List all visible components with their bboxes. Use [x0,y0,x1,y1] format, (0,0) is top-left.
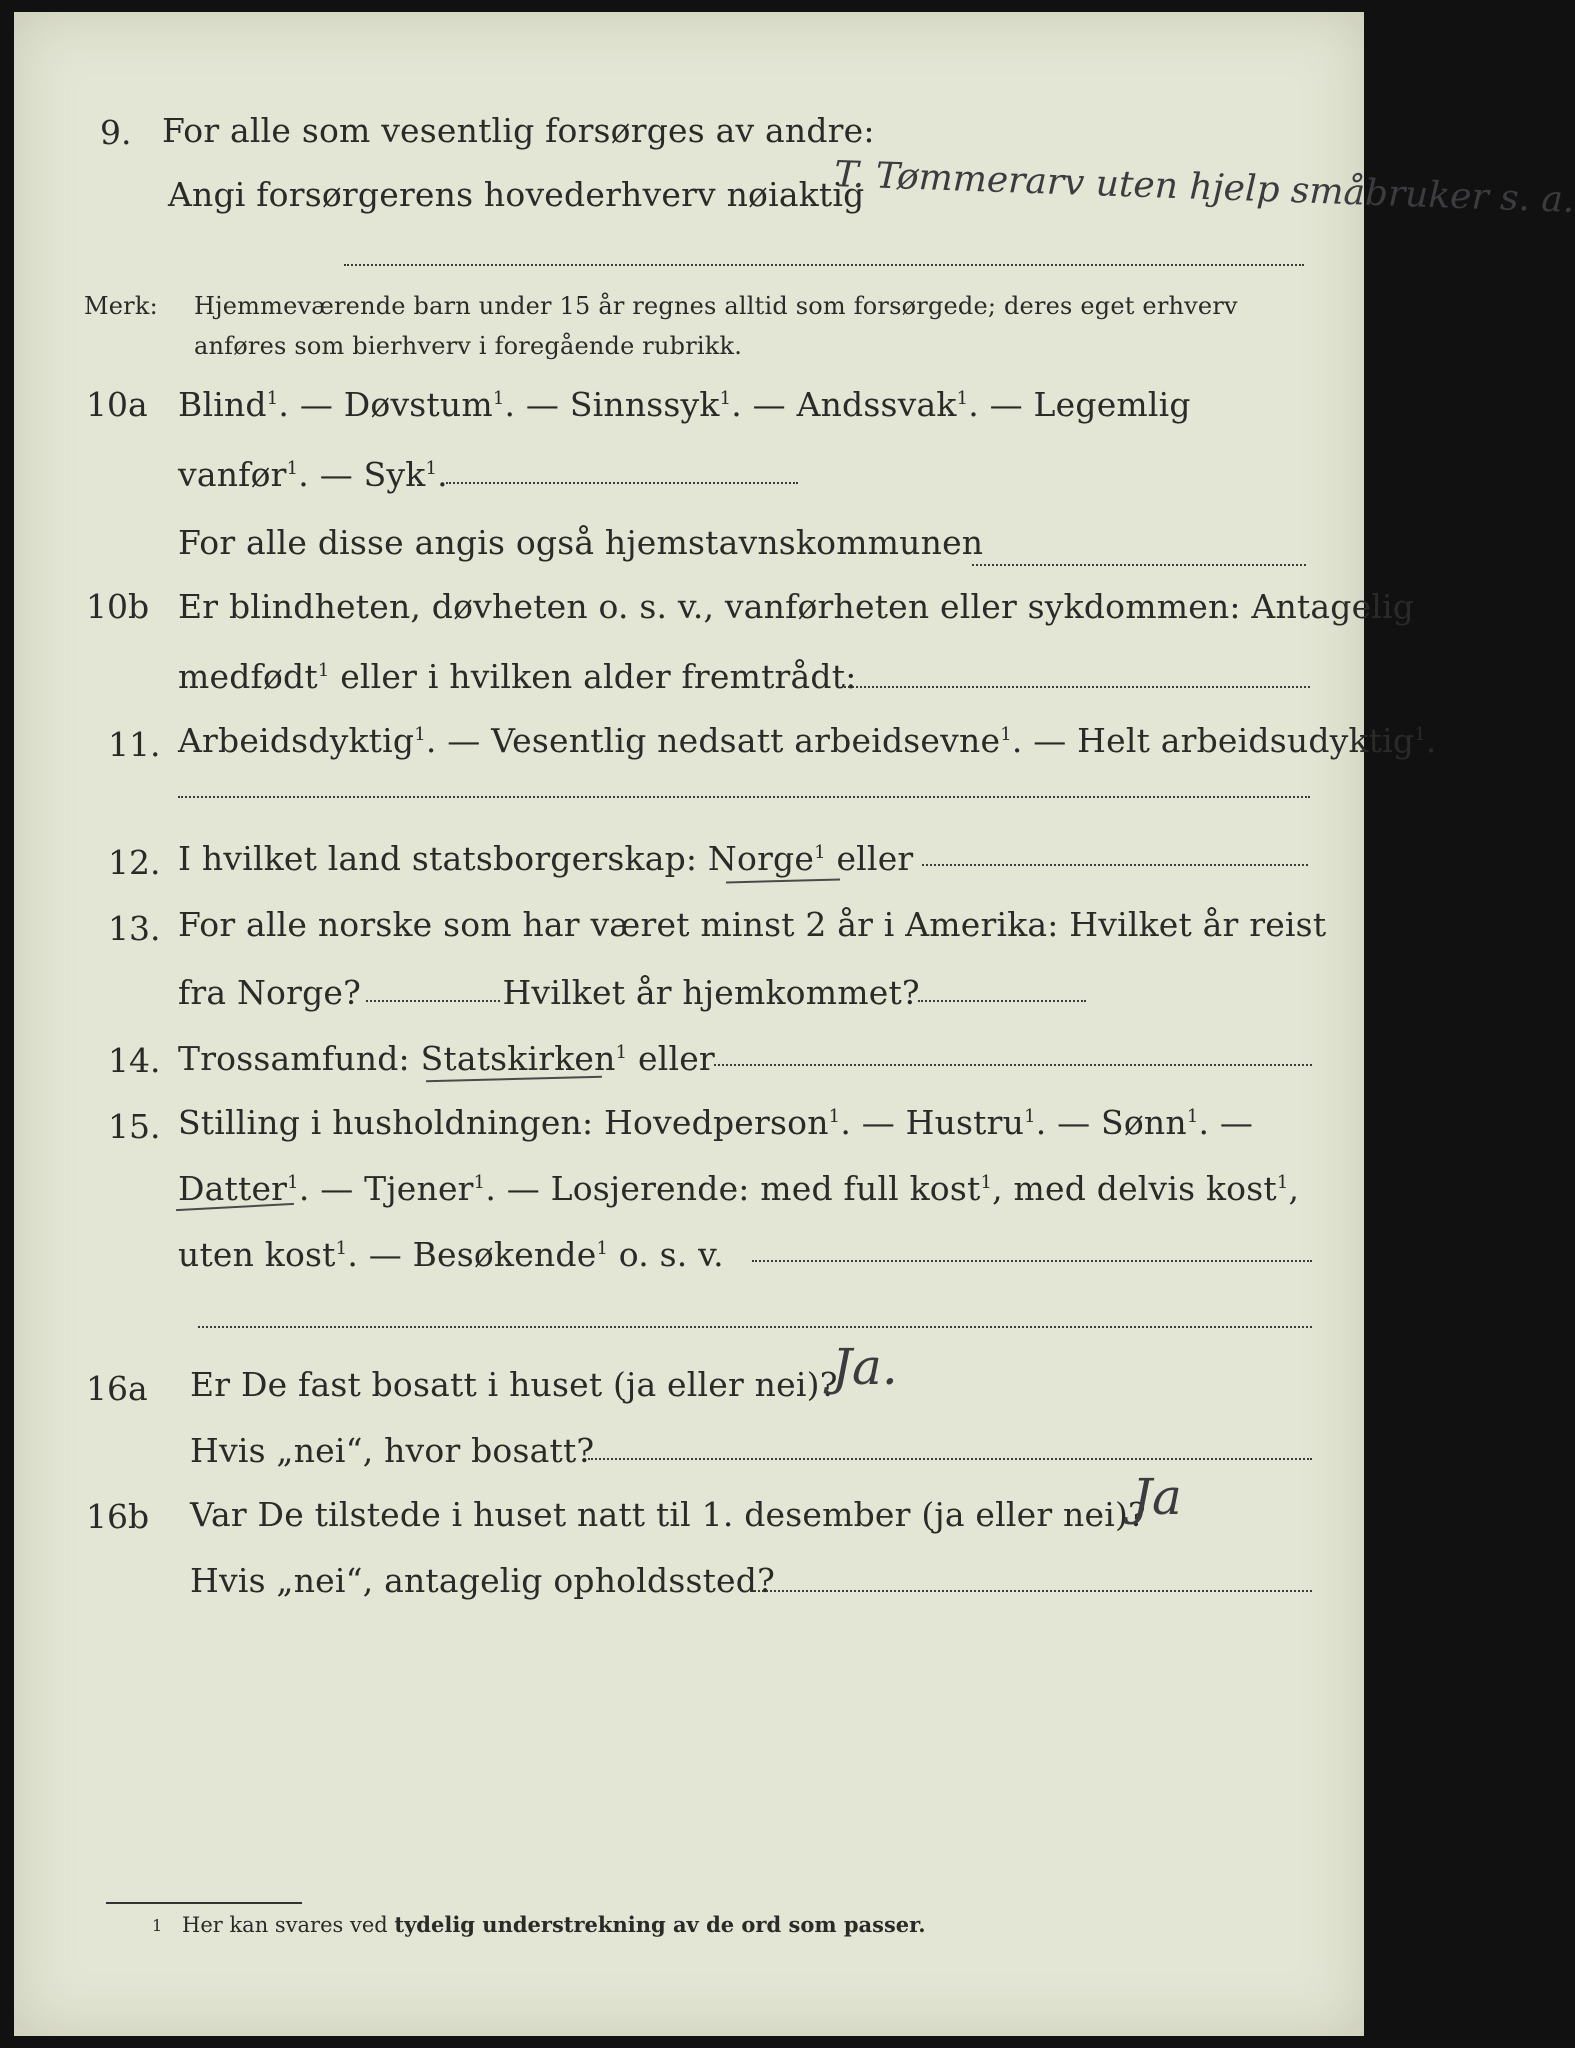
q15-number: 15. [108,1107,161,1146]
q12-answer-line [922,864,1308,866]
q9-handwritten-answer: T. Tømmerarv uten hjelp småbruker s. a. [833,154,1575,221]
dovstum-option: Døvstum [343,385,493,424]
q10a-line2: vanfør$^1$. — Syk$^1$. [178,455,448,494]
q10a-line3: For alle disse angis også hjemstavnskommunen [178,523,984,562]
q16a-number: 16a [86,1369,148,1408]
q10b-number: 10b [86,587,150,626]
q9-line1: For alle som vesentlig forsørges av andre: [162,111,875,150]
q14-answer-line [714,1064,1312,1066]
footnote-rule [106,1902,302,1904]
q11-number: 11. [108,725,161,764]
q15-line1: Stilling i husholdningen: Hovedperson$^1$. — Hustru$^1$. — Sønn$^1$. — [178,1103,1254,1142]
q16a-bosatt-line [588,1458,1312,1460]
q10a-number: 10a [86,385,148,424]
sinnssyk-option: Sinnssyk [569,385,720,424]
q16a-handwritten-answer: Ja. [832,1338,898,1396]
census-form-page [14,12,1575,2036]
q9-answer-line [344,264,1304,266]
q10a-syk-line [446,482,798,484]
q16b-line2: Hvis „nei“, antagelig opholdssted? [190,1561,775,1600]
q16a-line1: Er De fast bosatt i huset (ja eller nei)? [190,1365,838,1404]
vanfor-option: vanfør [178,455,287,494]
q16a-line2: Hvis „nei“, hvor bosatt? [190,1431,595,1470]
q15-line2: Datter$^1$. — Tjener$^1$. — Losjerende: med full kost$^1$, med delvis kost$^1$, [178,1169,1300,1208]
q16b-handwritten-answer: Ja [1132,1468,1182,1526]
q13-line1: For alle norske som har været minst 2 år i Amerika: Hvilket år reist [178,905,1327,944]
q11-answer-line [178,796,1310,798]
q10a-line1: Blind$^1$. — Døvstum$^1$. — Sinnssyk$^1$. — Andssvak$^1$. — Legemlig [178,385,1191,424]
q10a-hjemstavn-line [972,564,1306,566]
legemlig-option: Legemlig [1033,385,1191,424]
footnote-text: Her kan svares ved tydelig understrekning av de ord som passer. [182,1912,926,1937]
q15-line3: uten kost$^1$. — Besøkende$^1$ o. s. v. [178,1235,724,1274]
q14-number: 14. [108,1041,161,1080]
merk-line2: anføres som bierhverv i foregående rubrikk. [194,332,743,360]
q10b-line1: Er blindheten, døvheten o. s. v., vanførheten eller sykdommen: Antagelig [178,587,1415,626]
q16b-line1: Var De tilstede i huset natt til 1. desember (ja eller nei)? [190,1495,1146,1534]
blind-option: Blind [178,385,267,424]
q9-line2: Angi forsørgerens hovederhverv nøiaktig [168,175,865,214]
q15-answer-line [198,1326,1312,1328]
statskirken-option: Statskirken [420,1039,616,1078]
andssvak-option: Andssvak [796,385,957,424]
q15-besokende-line [752,1260,1312,1262]
q10b-answer-line [844,686,1310,688]
merk-line1: Hjemmeværende barn under 15 år regnes alltid som forsørgede; deres eget erhverv [194,292,1238,320]
datter-option: Datter [178,1169,288,1208]
q12-line: I hvilket land statsborgerskap: Norge$^1$ eller [178,839,914,878]
q11-line: Arbeidsdyktig$^1$. — Vesentlig nedsatt arbeidsevne$^1$. — Helt arbeidsudyktig$^1$. [178,721,1437,760]
merk-label: Merk: [84,292,158,320]
norge-underline [726,879,840,884]
norge-option: Norge [707,839,815,878]
q13-hjemkommet-line [918,1000,1086,1002]
syk-option: Syk [363,455,426,494]
q13-number: 13. [108,909,161,948]
q13-line2: fra Norge? Hvilket år hjemkommet? [178,973,920,1012]
q10b-line2: medfødt$^1$ eller i hvilken alder fremtrådt: [178,657,857,696]
q16b-number: 16b [86,1497,150,1536]
q14-line: Trossamfund: Statskirken$^1$ eller [178,1039,715,1078]
q13-reist-line [366,1000,500,1002]
q16b-opholdssted-line [754,1590,1312,1592]
footnote-mark: 1 [152,1916,163,1935]
q9-number: 9. [100,113,132,152]
q12-number: 12. [108,843,161,882]
